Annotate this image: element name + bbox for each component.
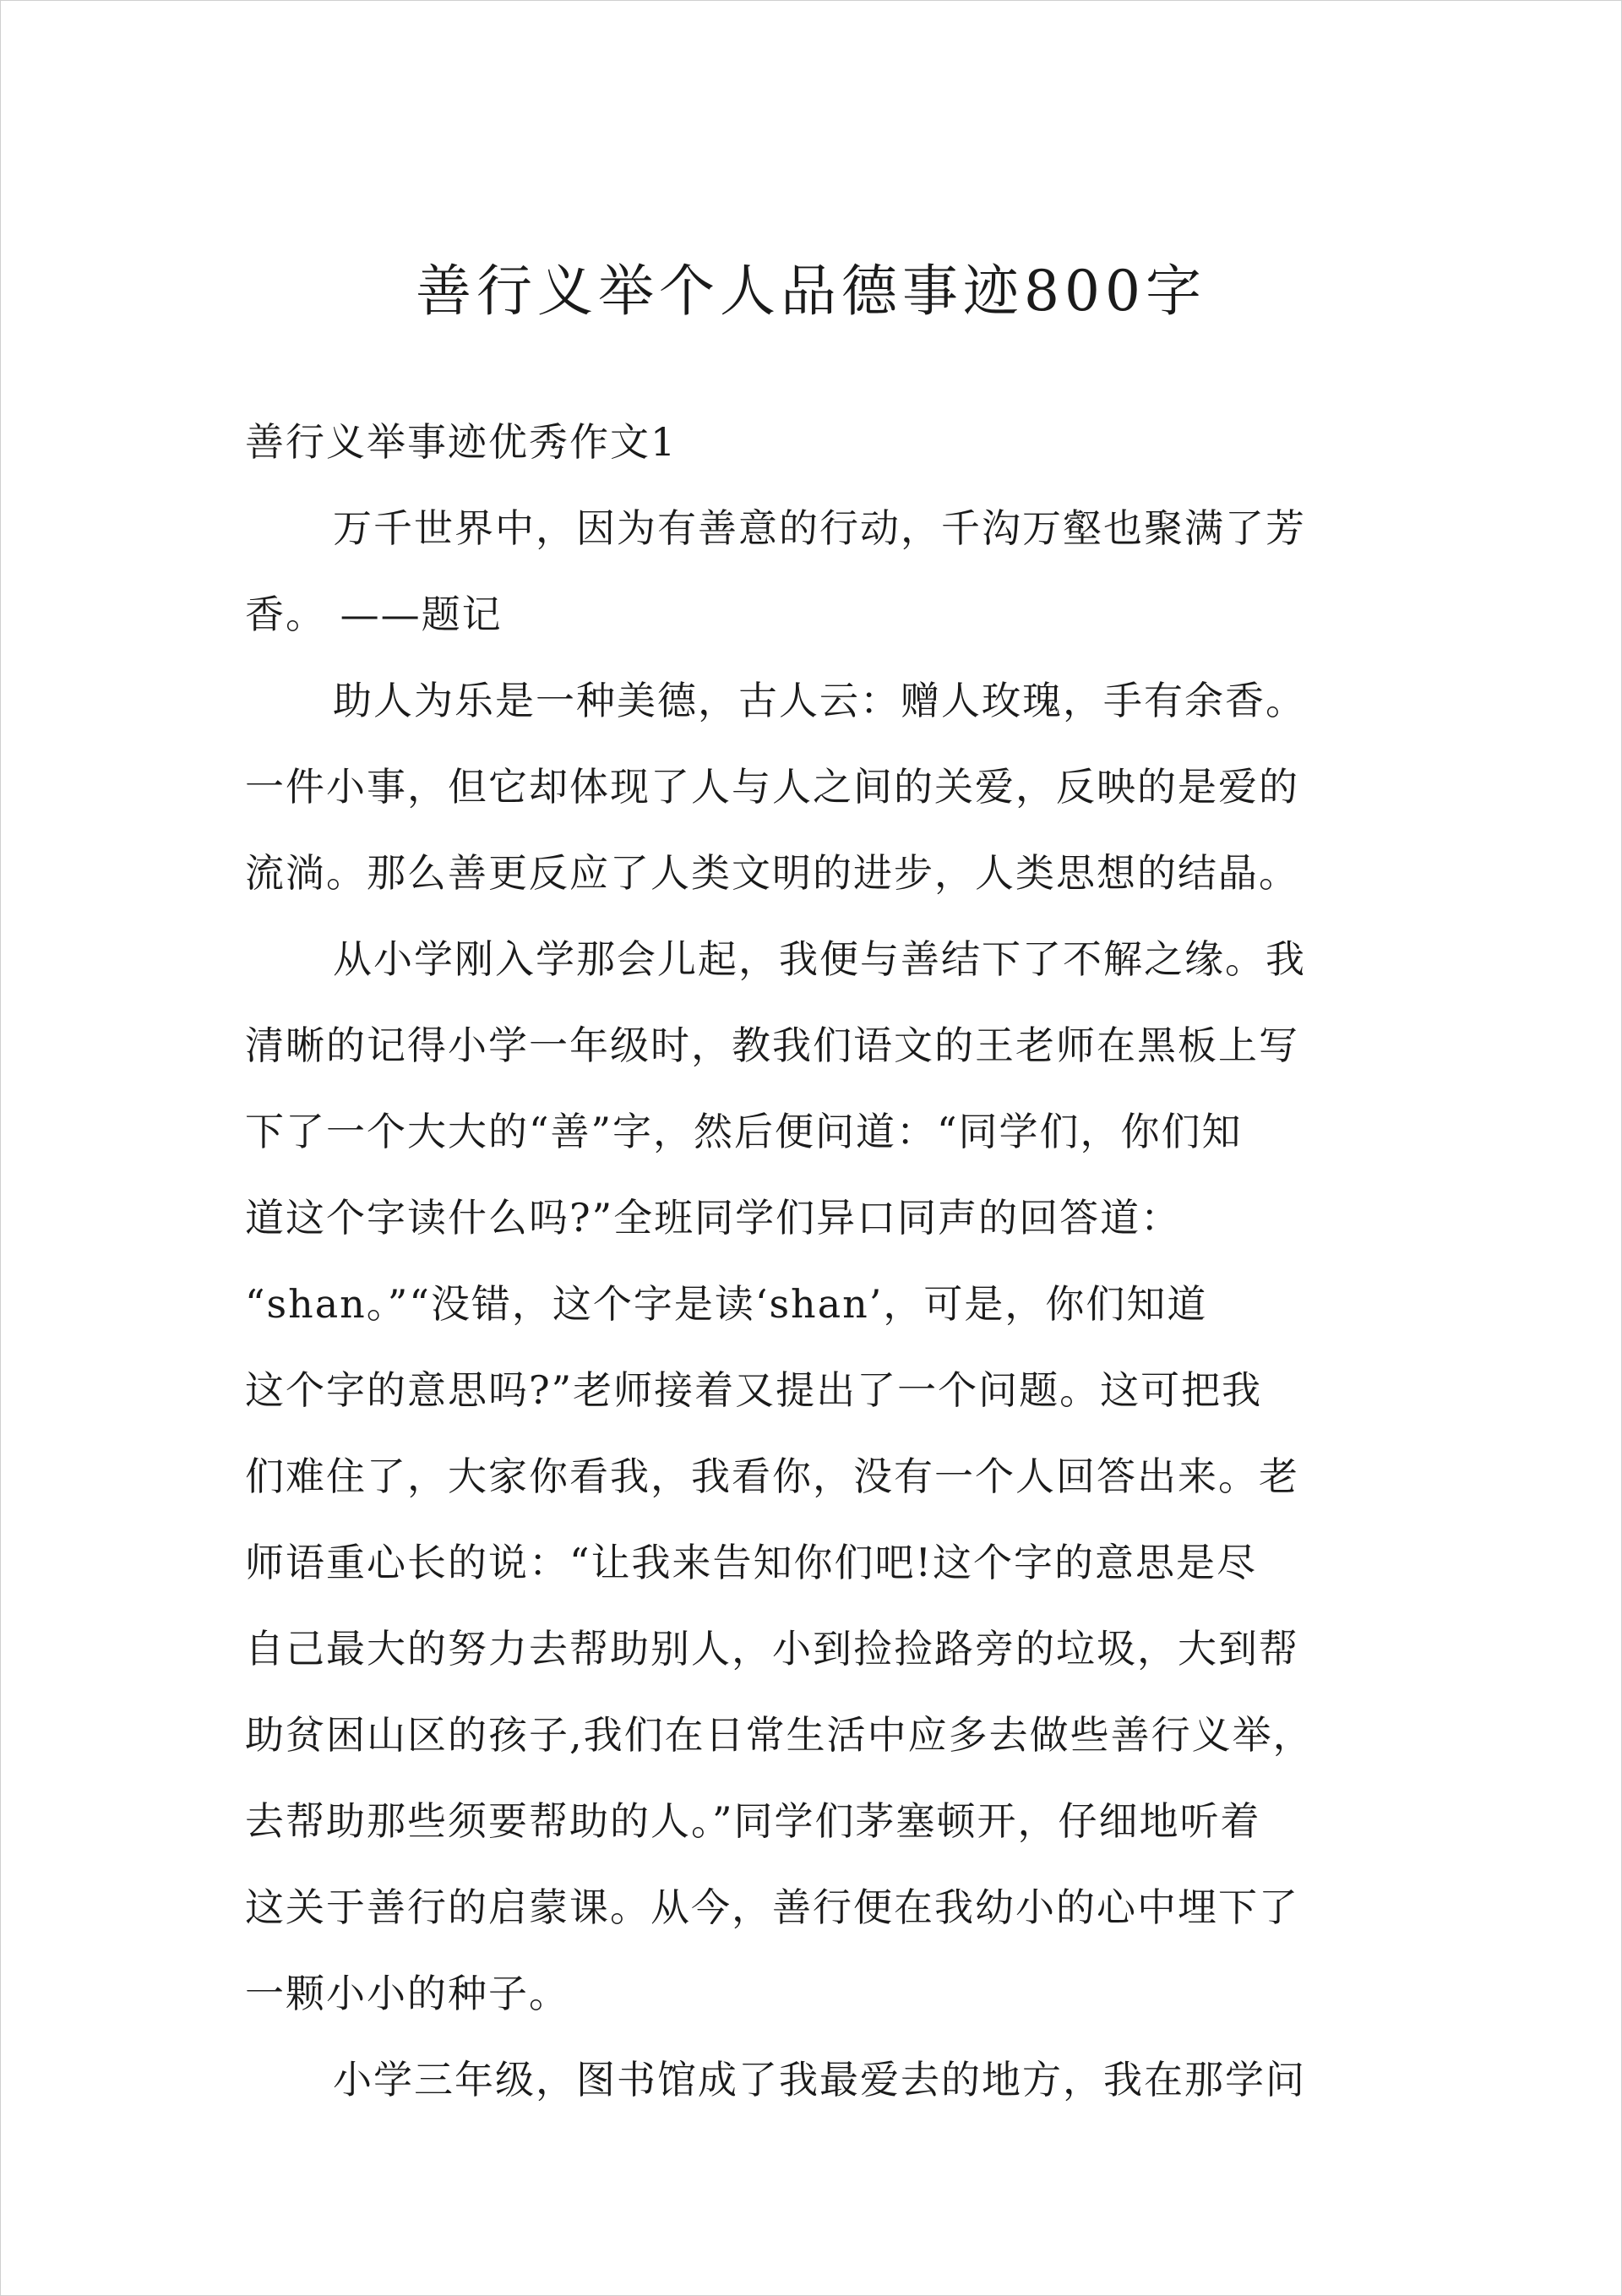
- paragraph-line: 一颗小小的种子。: [245, 1971, 569, 2016]
- paragraph: [245, 916, 1377, 2037]
- paragraph-line: 助贫困山区的孩子,我们在日常生活中应多去做些善行义举，: [245, 1712, 1314, 1758]
- paragraph-line: 师语重心长的说：“让我来告知你们吧!这个字的意思是尽: [245, 1540, 1258, 1585]
- paragraph-line: 一件小事，但它却体现了人与人之间的关爱，反映的是爱的: [245, 764, 1299, 810]
- paragraph-line: 这个字的意思吗?”老师接着又提出了一个问题。这可把我: [245, 1367, 1263, 1413]
- paragraph-line: 道这个字读什么吗?”全班同学们异口同声的回答道：: [245, 1195, 1182, 1241]
- paragraph-line: 们难住了，大家你看我，我看你，没有一个人回答出来。老: [245, 1453, 1299, 1499]
- paragraph-line: 这关于善行的启蒙课。从今，善行便在我幼小的心中埋下了: [245, 1884, 1299, 1930]
- document-body: [245, 399, 1377, 2123]
- paragraph-line: 香。 ——题记: [245, 592, 503, 637]
- paragraph-line: 自己最大的努力去帮助别人，小到捡捡路旁的垃圾，大到帮: [245, 1626, 1299, 1672]
- paragraph-line: 流淌。那么善更反应了人类文明的进步，人类思想的结晶。: [245, 850, 1299, 896]
- paragraph: [245, 485, 1377, 657]
- paragraph-line: 去帮助那些须要帮助的人。”同学们茅塞顿开，仔细地听着: [245, 1798, 1261, 1844]
- paragraph-line: 下了一个大大的“善”字，然后便问道：“同学们，你们知: [245, 1109, 1243, 1154]
- paragraph-line: 助人为乐是一种美德，古人云：赠人玫瑰，手有余香。: [333, 678, 1306, 723]
- paragraph-line: 清晰的记得小学一年级时，教我们语文的王老师在黑板上写: [245, 1023, 1299, 1068]
- paragraph: [245, 657, 1377, 916]
- paragraph-list: [245, 485, 1377, 2123]
- paragraph: [245, 2037, 1377, 2123]
- paragraph-line: “shan。”“没错，这个字是读‘shan’，可是，你们知道: [245, 1281, 1208, 1327]
- paragraph-line: 万千世界中，因为有善意的行动，千沟万壑也聚满了芳: [333, 505, 1306, 551]
- document-title: 善行义举个人品德事迹800字: [416, 259, 1206, 324]
- paragraph-line: 从小学刚入学那会儿起，我便与善结下了不解之缘。我: [333, 936, 1306, 982]
- paragraph-line: 小学三年级，图书馆成了我最爱去的地方，我在那学问: [333, 2057, 1306, 2102]
- essay-subtitle: 善行义举事迹优秀作文1: [245, 419, 678, 465]
